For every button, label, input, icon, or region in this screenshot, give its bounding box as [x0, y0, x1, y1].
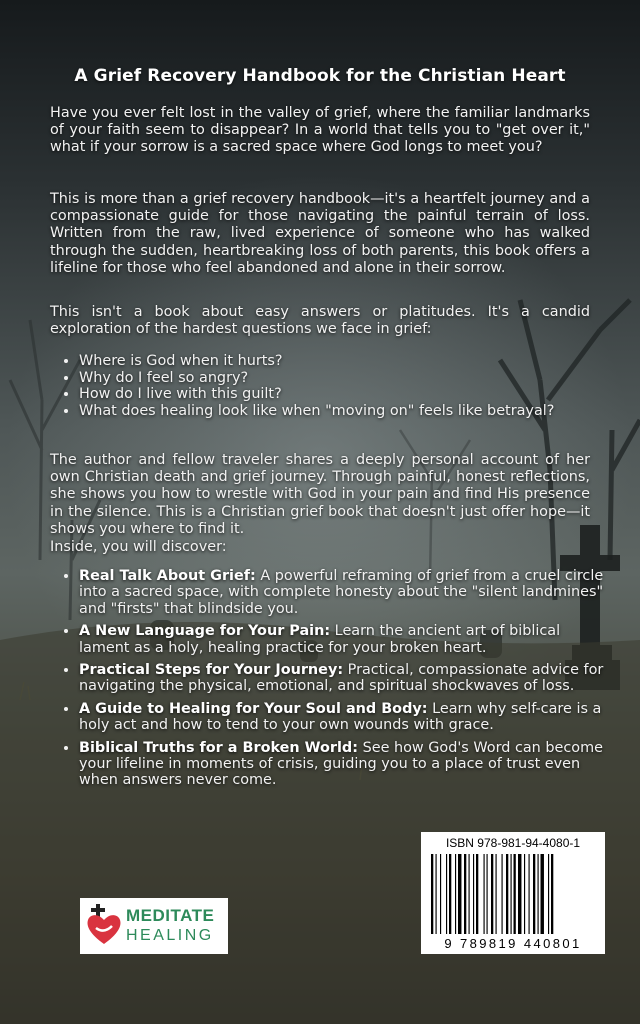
barcode-bar [446, 854, 447, 934]
barcode-bar [541, 854, 544, 934]
feature-text: A powerful reframing of grief from a cruel circle into a sacred space, with complete honesty about the "silent landmines" and "firsts" that blindside you. [79, 568, 604, 617]
barcode-bar [533, 854, 535, 934]
list-item [79, 740, 609, 789]
barcode-bar [440, 854, 441, 934]
grief-questions-list [62, 353, 599, 419]
barcode-bar [506, 854, 508, 934]
isbn-label: ISBN 978-981-94-4080-1 [445, 836, 581, 850]
author-paragraph: The author and fellow traveler shares a deeply personal account of her own Christian death and grief journey. Through painful, honest reflections, she shows you how to wrestle with God in your pain and find His presence in the silence. This is a Christian grief book that doesn't just offer hope—it shows you where to find it. [50, 452, 590, 537]
barcode-bar [473, 854, 474, 934]
features-list [64, 568, 609, 795]
list-item [79, 568, 609, 617]
publisher-name-line2: HEALING [126, 927, 214, 944]
barcode-bar [464, 854, 466, 934]
barcode-bar [469, 854, 470, 934]
feature-heading: Biblical Truths for a Broken World: [79, 739, 358, 756]
barcode-bar [524, 854, 525, 934]
publisher-logo [80, 898, 228, 954]
barcode-bar [551, 854, 553, 934]
barcode-bar [514, 854, 516, 934]
list-item: • What does healing look like when "moving on" feels like betrayal? [79, 403, 599, 420]
barcode-bar [502, 854, 503, 934]
feature-heading: A Guide to Healing for Your Soul and Body: [79, 700, 428, 717]
barcode-bar [529, 854, 530, 934]
list-item: • Where is God when it hurts? [79, 353, 599, 370]
publisher-name-line1: MEDITATE [126, 906, 215, 925]
feature-heading: Practical Steps for Your Journey: [79, 662, 344, 679]
barcode-bar [484, 854, 485, 934]
list-item: • Why do I feel so angry? [79, 370, 599, 387]
barcode-bar [496, 854, 497, 934]
feature-heading: A New Language for Your Pain: [79, 623, 331, 640]
barcode-bar [491, 854, 493, 934]
about-paragraph: This is more than a grief recovery handbook—it's a heartfelt journey and a compassionate guide for those navigating the painful terrain of loss. Written from the raw, lived experience of someone who has walked through the sudden, heartbreaking loss of both parents, this book offers a lifeline for those who feel abandoned and alone in their sorrow. [50, 191, 590, 276]
isbn-barcode [421, 832, 605, 954]
intro-paragraph: Have you ever felt lost in the valley of grief, where the familiar landmarks of your faith seem to disappear? In a world that tells you to "get over it," what if your sorrow is a sacred space where God longs to meet you? [50, 105, 590, 156]
barcode-bar [455, 854, 456, 934]
inside-paragraph: Inside, you will discover: [50, 539, 227, 555]
barcode-bar [518, 854, 521, 934]
feature-text: Practical, compassionate advice for navigating the physical, emotional, and spiritual shockwaves of loss. [79, 662, 604, 695]
barcode-bar [431, 854, 433, 934]
list-item [79, 701, 609, 734]
back-cover-title: A Grief Recovery Handbook for the Christian Heart [74, 66, 566, 86]
barcode-bar [538, 854, 539, 934]
heart-cross-icon [86, 904, 122, 948]
barcode-bars [429, 854, 597, 936]
feature-heading: Real Talk About Grief: [79, 568, 256, 584]
feature-text: See how God's Word can become your lifeline in moments of crisis, guiding you to a place of trust even when answers never come. [79, 739, 603, 789]
barcode-digits: 9 789819 440801 [444, 936, 582, 951]
barcode-bar [436, 854, 437, 934]
barcode-bar [487, 854, 488, 934]
feature-text: Learn the ancient art of biblical lament as a holy, healing practice for your broken heart. [79, 623, 561, 656]
list-item: • How do I live with this guilt? [79, 386, 599, 403]
barcode-bar [511, 854, 512, 934]
barcode-bar [449, 854, 451, 934]
feature-text: Learn why self-care is a holy act and how to tend to your own wounds with grace. [79, 700, 602, 734]
list-item [79, 623, 609, 656]
candid-paragraph: This isn't a book about easy answers or platitudes. It's a candid exploration of the hardest questions we face in grief: [50, 304, 590, 338]
list-item [79, 662, 609, 695]
barcode-bar [548, 854, 549, 934]
barcode-bar [476, 854, 478, 934]
barcode-bar [458, 854, 461, 934]
